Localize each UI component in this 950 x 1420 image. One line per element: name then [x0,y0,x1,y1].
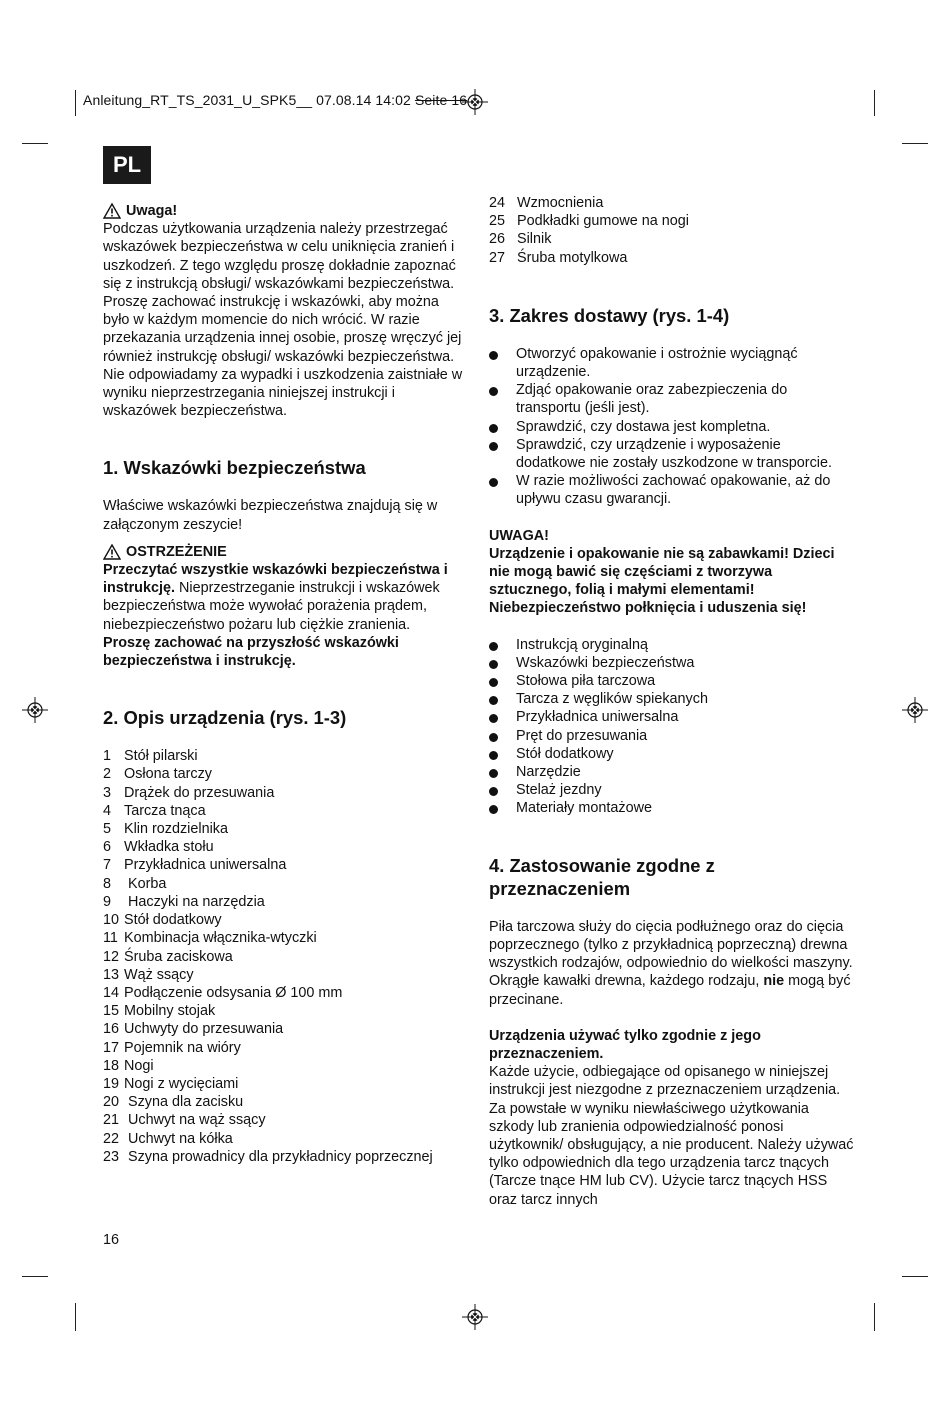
delivery-step [489,436,854,472]
part-number: 7 [103,857,112,874]
part-item [103,1148,468,1166]
delivery-contents-list [489,636,854,818]
part-number: 12 [103,948,120,965]
warning-triangle-icon [103,544,121,560]
part-item [103,1111,468,1129]
part-number: 16 [103,1021,120,1038]
part-item [489,212,854,230]
crop-mark [874,90,875,116]
print-slug [83,92,467,108]
part-item [103,784,468,802]
section-1-text: Właściwe wskazówki bezpieczeństwa znajdują się w załączonym zeszycie! [103,498,438,533]
part-label: Wąż ssący [124,966,194,983]
part-item [103,966,468,984]
part-item [103,875,468,893]
part-number: 17 [103,1039,120,1056]
notice-title: UWAGA! [489,527,549,544]
part-label: Klin rozdzielnika [124,821,228,838]
part-label: Osłona tarczy [124,766,212,783]
part-number: 14 [103,984,120,1001]
delivery-step-text: Sprawdzić, czy dostawa jest kompletna. [516,418,771,435]
part-label: Stół dodatkowy [124,912,222,929]
section-3-title: 3. Zakres dostawy (rys. 1-4) [489,304,730,326]
part-number: 1 [103,748,112,765]
contents-item [489,690,854,708]
bullet-icon [489,436,516,472]
part-label: Nogi [124,1057,154,1074]
part-item [103,929,468,947]
part-number: 2 [103,766,112,783]
left-column [103,202,468,1166]
contents-item [489,799,854,817]
part-label: Kombinacja włącznika-wtyczki [124,930,317,947]
bullet-icon [489,636,516,654]
part-number: 15 [103,1003,120,1020]
contents-item-text: Tarcza z węglików spiekanych [516,691,708,708]
delivery-step-text: Sprawdzić, czy urządzenie i wyposażenie dodatkowe nie zostały uszkodzone w transporcie. [516,436,832,472]
bullet-icon [489,345,516,381]
contents-item [489,708,854,726]
part-item [103,802,468,820]
contents-item [489,654,854,672]
delivery-step [489,345,854,381]
parts-list [103,747,468,1166]
part-item [489,249,854,267]
part-label: Uchwyt na kółka [124,1130,233,1147]
caution-heading [103,202,468,220]
bullet-icon [489,381,516,417]
part-number: 10 [103,912,120,929]
part-item [103,747,468,765]
part-number: 13 [103,966,120,983]
part-label: Wkładka stołu [124,839,214,856]
part-label: Drążek do przesuwania [124,784,275,801]
part-label: Szyna dla zacisku [124,1094,244,1111]
crop-mark [874,1303,875,1331]
part-label: Przykładnica uniwersalna [124,857,287,874]
warning-keep-text: Proszę zachować na przyszłość wskazówki bezpieczeństwa i instrukcję. [103,634,399,670]
section-4-text-a: Piła tarczowa służy do cięcia podłużnego oraz do cięcia poprzecznego (tylko z przykładnicą poprzeczną) drewna wszystkich rodzajów, odpowiednio do wielkości maszyny. Okrągłe kawałki drewna, każdego rodzaju, [489,918,853,990]
part-number: 4 [103,802,112,819]
crop-mark [22,143,48,144]
part-label: Podłączenie odsysania Ø 100 mm [124,984,343,1001]
part-number: 11 [103,930,118,947]
part-item [489,230,854,248]
section-4-text [489,918,854,1009]
contents-item-text: Wskazówki bezpieczeństwa [516,654,695,671]
contents-item-text: Pręt do przesuwania [516,727,648,744]
part-item [103,1039,468,1057]
contents-item-text: Stelaż jezdny [516,782,602,799]
part-item [103,911,468,929]
contents-item [489,672,854,690]
part-label: Stół pilarski [124,748,198,765]
bullet-icon [489,472,516,508]
registration-mark-icon [462,89,488,115]
part-number: 9 [103,893,112,910]
part-number: 23 [103,1148,120,1165]
contents-item-text: Narzędzie [516,764,581,781]
part-item [103,856,468,874]
contents-item [489,781,854,799]
section-4-title: 4. Zastosowanie zgodne z przeznaczeniem [489,854,715,899]
usage-text: Każde użycie, odbiegające od opisanego w niniejszej instrukcji jest niezgodne z przeznaczeniem urządzenia. Za powstałe w wyniku niewłaściwego użytkowania szkody lub zranienia odpowiedzialność ponosi użytkownik/ obsługujący, a nie producent. Należy używać tylko odpowiednich dla tego urządzenia tarcz tnących (Tarcze tnące HM lub CV). Użycie tarcz tnących HSS oraz tarcz innych [489,1064,854,1208]
delivery-step [489,418,854,436]
part-label: Śruba zaciskowa [124,948,233,965]
part-item [103,765,468,783]
warning-triangle-icon [103,203,121,219]
part-label: Uchwyt na wąż ssący [124,1112,266,1129]
part-label: Tarcza tnąca [124,802,206,819]
part-number: 26 [489,231,506,248]
bullet-icon [489,690,516,708]
contents-item-text: Stołowa piła tarczowa [516,673,656,690]
caution-text: Podczas użytkowania urządzenia należy przestrzegać wskazówek bezpieczeństwa w celu uniknięcia zranień i uszkodzeń. Z tego względu proszę dokładnie zapoznać się z instrukcją obsługi/ wskazówkami bezpieczeństwa. Proszę zachować instrukcję i wskazówki, aby można było w każdym momencie do nich wrócić. W razie przekazania urządzenia innej osobie, proszę wręczyć jej również instrukcję obsługi/ wskazówki bezpieczeństwa. Nie odpowiadamy za wypadki i uszkodzenia zaistniałe w wyniku nieprzestrzegania niniejszej instrukcji i wskazówek bezpieczeństwa. [103,221,463,420]
part-label: Silnik [517,231,552,248]
warning-body: Nieprzestrzeganie instrukcji i wskazówek bezpieczeństwa może wywołać porażenia prądem, niebezpieczeństwo pożaru lub ciężkie zranienia. [103,580,440,633]
slug-page: Seite 16 [414,92,468,108]
part-item [103,1057,468,1075]
part-number: 19 [103,1075,120,1092]
part-number: 25 [489,213,506,230]
part-item [103,948,468,966]
part-label: Mobilny stojak [124,1003,216,1020]
section-4-text-b: mogą być przecinane. [489,973,851,1008]
delivery-step-text: W razie możliwości zachować opakowanie, aż do upływu czasu gwarancji. [516,473,831,508]
part-item [103,1093,468,1111]
bullet-icon [489,727,516,745]
part-number: 6 [103,839,112,856]
part-number: 8 [103,875,112,892]
bullet-icon [489,781,516,799]
slug-text: Anleitung_RT_TS_2031_U_SPK5__ 07.08.14 14:02 [83,92,415,108]
contents-item-text: Materiały montażowe [516,800,652,817]
part-item [103,1075,468,1093]
contents-item-text: Instrukcją oryginalną [516,636,648,653]
part-item [489,194,854,212]
section-4-text-bold: nie [763,973,785,990]
part-label: Korba [124,875,167,892]
usage-title: Urządzenia używać tylko zgodnie z jego przeznaczeniem. [489,1027,761,1062]
bullet-icon [489,763,516,781]
warning-text [103,561,468,634]
warning-bold: Przeczytać wszystkie wskazówki bezpieczeństwa i instrukcję. [103,562,448,597]
part-item [103,984,468,1002]
warning-title: OSTRZEŻENIE [126,543,227,560]
part-label: Uchwyty do przesuwania [124,1021,284,1038]
part-label: Nogi z wycięciami [124,1075,239,1092]
part-item [103,820,468,838]
part-item [103,893,468,911]
crop-mark [75,90,76,116]
language-badge: PL [103,146,151,184]
crop-mark [902,1276,928,1277]
bullet-icon [489,654,516,672]
contents-item [489,636,854,654]
bullet-icon [489,418,516,436]
bullet-icon [489,672,516,690]
registration-mark-icon [462,1304,488,1330]
part-label: Pojemnik na wióry [124,1039,241,1056]
contents-item-text: Stół dodatkowy [516,745,614,762]
part-item [103,1020,468,1038]
part-label: Podkładki gumowe na nogi [517,213,689,230]
parts-list-continued [489,194,854,267]
part-number: 24 [489,195,506,211]
warning-heading [103,543,468,561]
bullet-icon [489,745,516,763]
section-1-title: 1. Wskazówki bezpieczeństwa [103,457,366,479]
part-label: Haczyki na narzędzia [124,893,265,910]
notice-text: Urządzenie i opakowanie nie są zabawkami! Dzieci nie mogą bawić się częściami z tworzywa sztucznego, folią i małymi elementami! Niebezpieczeństwo połknięcia i uduszenia się! [489,545,835,617]
part-label: Wzmocnienia [517,195,604,211]
registration-mark-icon [902,697,928,723]
section-2-title: 2. Opis urządzenia (rys. 1-3) [103,707,347,729]
crop-mark [22,1276,48,1277]
crop-mark [75,1303,76,1331]
part-number: 20 [103,1094,120,1111]
delivery-step-text: Otworzyć opakowanie i ostrożnie wyciągnąć urządzenie. [516,345,798,381]
part-number: 3 [103,784,112,801]
bullet-icon [489,708,516,726]
part-number: 5 [103,821,112,838]
bullet-icon [489,799,516,817]
part-item [103,838,468,856]
registration-mark-icon [22,697,48,723]
delivery-step [489,381,854,417]
contents-item-text: Przykładnica uniwersalna [516,709,679,726]
part-label: Śruba motylkowa [517,249,628,266]
part-number: 18 [103,1057,120,1074]
part-item [103,1002,468,1020]
contents-item [489,763,854,781]
right-column [489,194,854,1209]
part-item [103,1130,468,1148]
part-number: 22 [103,1130,120,1147]
contents-item [489,745,854,763]
delivery-step [489,472,854,508]
part-number: 27 [489,249,506,266]
part-number: 21 [103,1112,120,1129]
caution-title: Uwaga! [126,203,178,219]
delivery-steps-list [489,345,854,509]
part-label: Szyna prowadnicy dla przykładnicy poprzecznej [124,1148,433,1165]
delivery-step-text: Zdjąć opakowanie oraz zabezpieczenia do transportu (jeśli jest). [516,382,788,417]
contents-item [489,727,854,745]
crop-mark [902,143,928,144]
page-number: 16 [103,1232,120,1248]
